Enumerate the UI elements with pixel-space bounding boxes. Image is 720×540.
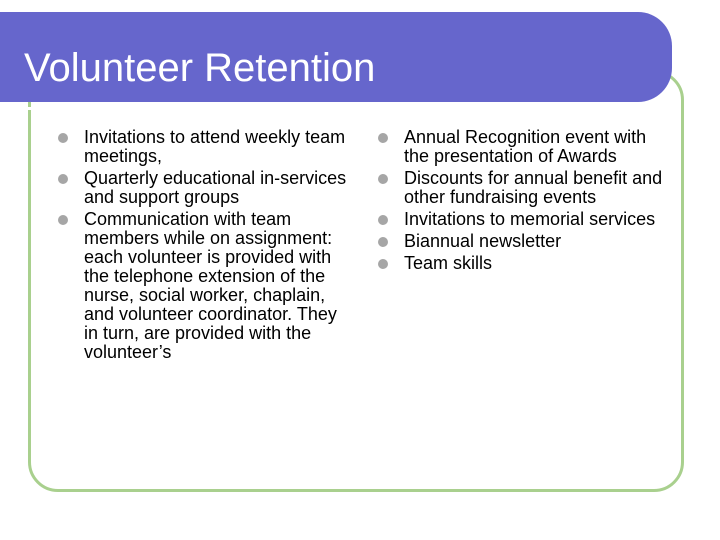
bullet-text: Team skills bbox=[404, 253, 493, 273]
right-bullet-list bbox=[378, 128, 668, 276]
bullet-text: Annual Recognition event with the presentation of Awards bbox=[404, 127, 647, 166]
bullet-dot-icon bbox=[378, 259, 388, 269]
list-item bbox=[58, 169, 348, 207]
bullet-dot-icon bbox=[378, 174, 388, 184]
list-item bbox=[378, 254, 668, 273]
bullet-dot-icon bbox=[58, 215, 68, 225]
list-item bbox=[58, 128, 348, 166]
bullet-dot-icon bbox=[378, 237, 388, 247]
left-bullet-list bbox=[58, 128, 348, 365]
bullet-dot-icon bbox=[378, 215, 388, 225]
title-bar bbox=[0, 12, 672, 102]
bullet-text: Discounts for annual benefit and other fundraising events bbox=[404, 168, 663, 207]
title-underline bbox=[28, 107, 634, 110]
list-item bbox=[378, 128, 668, 166]
bullet-dot-icon bbox=[58, 174, 68, 184]
bullet-text: Invitations to memorial services bbox=[404, 209, 656, 229]
bullet-dot-icon bbox=[58, 133, 68, 143]
bullet-dot-icon bbox=[378, 133, 388, 143]
list-item bbox=[58, 210, 348, 362]
bullet-text: Invitations to attend weekly team meetings, bbox=[84, 127, 346, 166]
list-item bbox=[378, 210, 668, 229]
slide-title: Volunteer Retention bbox=[24, 46, 376, 90]
bullet-text: Quarterly educational in-services and support groups bbox=[84, 168, 347, 207]
bullet-text: Communication with team members while on assignment: each volunteer is provided with the telephone extension of the nurse, social worker, chaplain, and volunteer coordinator. They in turn, are provided with the volunteer’s bbox=[84, 209, 337, 362]
list-item bbox=[378, 169, 668, 207]
list-item bbox=[378, 232, 668, 251]
bullet-text: Biannual newsletter bbox=[404, 231, 562, 251]
